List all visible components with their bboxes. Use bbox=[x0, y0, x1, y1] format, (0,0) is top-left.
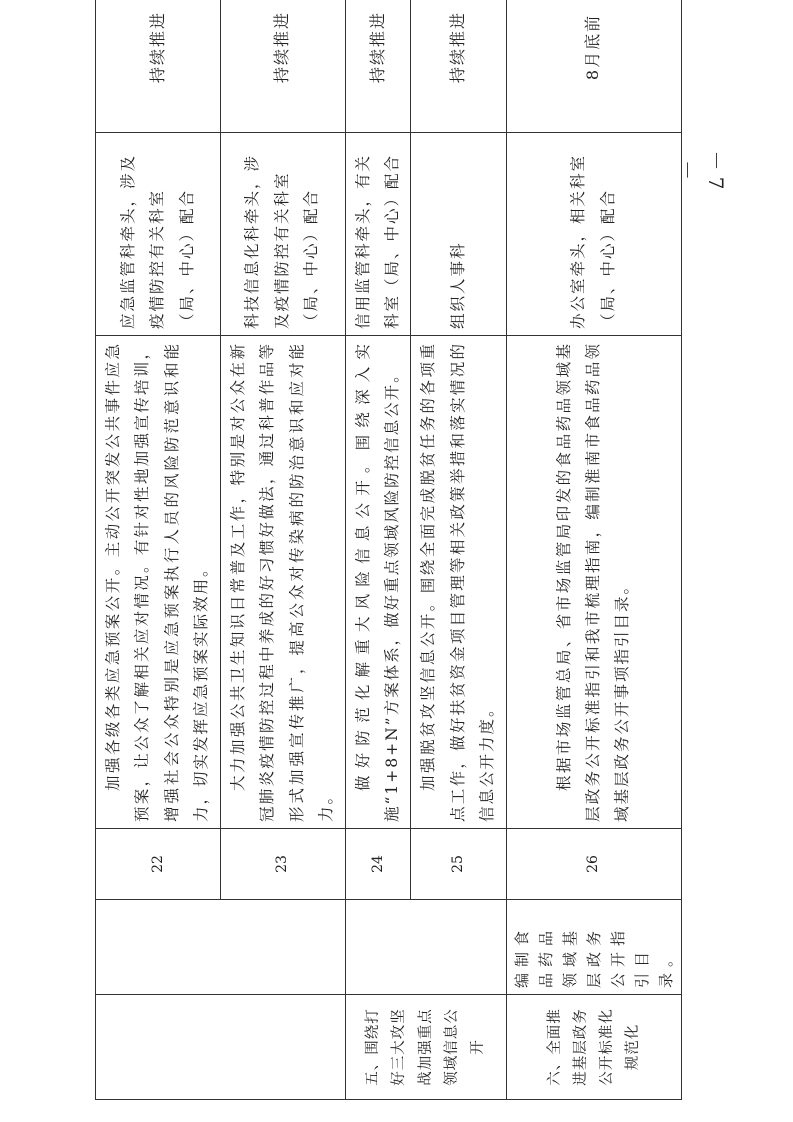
page-number: － 7 － bbox=[675, 150, 728, 190]
deadline: 持续推进 bbox=[220, 0, 345, 133]
item-content: 大力加强公共卫生知识日常普及工作，特别是对公众在新冠肺炎疫情防控过程中养成的好习惯好做法，通过科普作品等形式加强宣传推广，提高公众对传染病的防治意识和应对能力。 bbox=[220, 336, 345, 829]
item-content: 加强各级各类应急预案公开。主动公开突发公共事件应急预案，让公众了解相关应对情况。有针对性地加强宣传培训，增强社会公众特别是应急预案执行人员的风险防范意识和能力，切实发挥应急预案实际效用。 bbox=[96, 336, 221, 829]
category-cell: 五、围绕打好三大攻坚战加强重点领域信息公开 bbox=[345, 995, 506, 1100]
category-cell bbox=[96, 995, 346, 1100]
subcategory-cell bbox=[96, 900, 346, 995]
item-content: 做好防范化解重大风险信息公开。围绕深入实施“1+8+N”方案体系，做好重点领域风险防控信息公开。 bbox=[345, 336, 411, 829]
deadline: 持续推进 bbox=[345, 0, 411, 133]
lead-unit: 信用监管科牵头，有关科室（局、中心）配合 bbox=[345, 133, 411, 336]
deadline: 持续推进 bbox=[411, 0, 506, 133]
item-number: 24 bbox=[345, 829, 411, 900]
item-number: 22 bbox=[96, 829, 221, 900]
item-number: 23 bbox=[220, 829, 345, 900]
subcategory-cell bbox=[345, 900, 506, 995]
item-number: 25 bbox=[411, 829, 506, 900]
table-row bbox=[345, 0, 411, 1100]
category-cell: 六、全面推进基层政务公开标准化规范化 bbox=[506, 995, 681, 1100]
rotated-table-container bbox=[95, 11, 675, 1100]
item-content: 加强脱贫攻坚信息公开。围绕全面完成脱贫任务的各项重点工作，做好扶贫资金项目管理等相关政策举措和落实情况的信息公开力度。 bbox=[411, 336, 506, 829]
lead-unit: 办公室牵头，相关科室（局、中心）配合 bbox=[506, 133, 681, 336]
item-content: 根据市场监管总局、省市场监管局印发的食品药品领域基层政务公开标准指引和我市梳理指南，编制淮南市食品药品领域基层政务公开事项指引目录。 bbox=[506, 336, 681, 829]
deadline: 持续推进 bbox=[96, 0, 221, 133]
lead-unit: 应急监管科牵头，涉及疫情防控有关科室（局、中心）配合 bbox=[96, 133, 221, 336]
work-plan-table bbox=[95, 0, 682, 1100]
table-row bbox=[96, 0, 221, 1100]
subcategory-cell: 编制食品药品领域基层政务公开指引目录。 bbox=[506, 900, 681, 995]
deadline: 8月底前 bbox=[506, 0, 681, 133]
item-number: 26 bbox=[506, 829, 681, 900]
lead-unit: 组织人事科 bbox=[411, 133, 506, 336]
table-row bbox=[506, 0, 681, 1100]
lead-unit: 科技信息化科牵头，涉及疫情防控有关科室（局、中心）配合 bbox=[220, 133, 345, 336]
